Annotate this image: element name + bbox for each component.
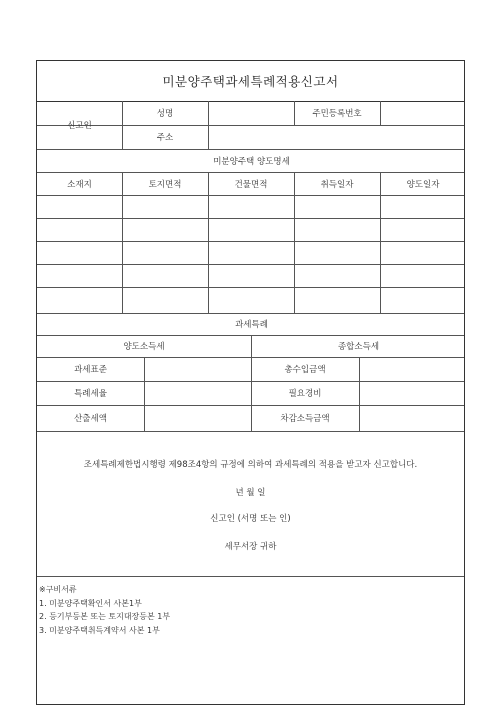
document-item: 1. 미분양주택확인서 사본1부 — [39, 598, 142, 608]
declaration-recipient: 세무서장 귀하 — [224, 542, 277, 552]
income-tax-values[interactable] — [359, 357, 466, 431]
divider — [37, 576, 464, 577]
column-header: 건물면적 — [234, 179, 268, 190]
tax-section-title: 과세특례 — [235, 320, 268, 330]
name-field[interactable] — [208, 101, 294, 125]
document-item: 2. 등기부등본 또는 토지대장등본 1부 — [39, 612, 171, 621]
column-header: 양도일자 — [406, 179, 440, 190]
income-tax-header: 종합소득세 — [337, 342, 380, 352]
address-field[interactable] — [208, 125, 466, 149]
transfer-section-title: 미분양주택 양도명세 — [213, 156, 290, 167]
column-header: 취득일자 — [320, 179, 354, 190]
column-header: 토지면적 — [148, 179, 182, 190]
column-header: 소재지 — [67, 179, 92, 190]
row-label: 총수입금액 — [284, 365, 326, 375]
documents-heading: ※구비서류 — [39, 585, 77, 594]
applicant-label: 신고인 — [67, 121, 92, 131]
tax-report-form — [36, 60, 465, 705]
declaration-statement: 조세특례제한법시행령 제98조4항의 규정에 의하여 과세특례의 적용을 받고자 신고합니다. — [83, 460, 418, 470]
document-item: 3. 미분양주택취득계약서 사본 1부 — [39, 625, 160, 635]
row-label: 차감소득금액 — [280, 414, 330, 424]
row-label: 특례세율 — [74, 389, 107, 399]
address-label: 주소 — [156, 133, 174, 143]
row-label: 산출세액 — [74, 414, 107, 424]
rrn-field[interactable] — [380, 101, 466, 125]
divider — [37, 431, 464, 432]
name-label: 성명 — [156, 109, 174, 119]
row-label: 과세표준 — [74, 365, 107, 375]
rrn-label: 주민등록번호 — [312, 109, 362, 119]
capital-gains-values[interactable] — [144, 357, 251, 431]
row-label: 필요경비 — [288, 389, 322, 399]
form-title: 미분양주택과세특례적용신고서 — [37, 61, 464, 102]
transfer-rows[interactable] — [37, 195, 466, 313]
capital-gains-tax-header: 양도소득세 — [123, 342, 165, 352]
required-documents — [39, 583, 170, 637]
declaration-signer: 신고인 (서명 또는 인) — [210, 514, 291, 524]
declaration-date: 년 월 일 — [235, 488, 266, 498]
